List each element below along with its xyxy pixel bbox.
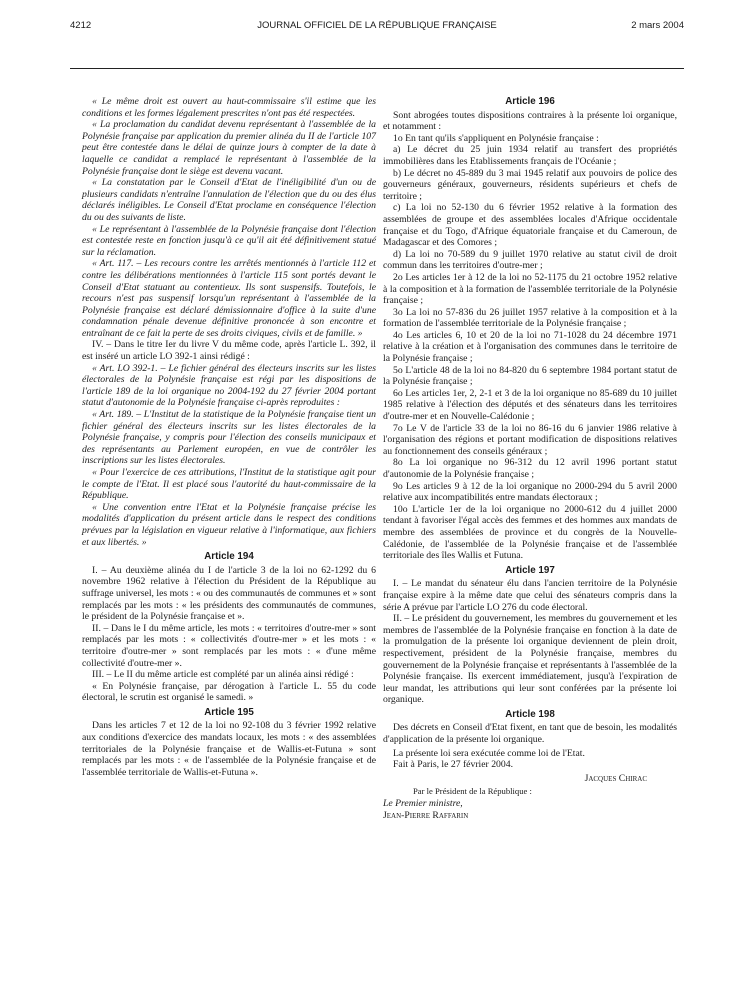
paragraph: « Pour l'exercice de ces attributions, l'Institut de la statistique agit pour le compte de l'Etat. Il est placé sous l'autorité du haut-commissaire de la République. — [82, 467, 376, 502]
article-heading: Article 198 — [505, 708, 555, 720]
right-column — [383, 96, 677, 821]
article-heading: Article 195 — [204, 706, 254, 718]
paragraph: 2o Les articles 1er à 12 de la loi no 52-1175 du 21 octobre 1952 relative à la composition et à la formation de l'assemblée territoriale de la Polynésie française ; — [383, 271, 677, 307]
paragraph: Des décrets en Conseil d'Etat fixent, en tant que de besoin, les modalités d'application de la présente loi organique. — [383, 722, 677, 746]
page-header — [70, 20, 684, 40]
paragraph: c) La loi no 52-130 du 6 février 1952 relative à la formation des assemblées de groupe et des assemblées locales d'Afrique occidentale française et du Togo, d'Afrique équatoriale française et du Cameroun, de Madagascar et des Comores ; — [383, 202, 677, 249]
paragraph: Dans les articles 7 et 12 de la loi no 92-108 du 3 février 1992 relative aux conditions d'exercice des mandats locaux, les mots : « des assemblées territoriales de la Polynésie française et de Wallis-et-Futuna » sont remplacés par les mots : « de l'assemblée de la Polynésie française et de l'assemblée territoriale de Wallis-et-Futuna ». — [82, 720, 376, 778]
signature-preamble: Par le Président de la République : — [413, 786, 532, 797]
paragraph: La présente loi sera exécutée comme loi de l'Etat. — [393, 747, 585, 759]
article-heading: Article 196 — [505, 96, 555, 107]
page-number: 4212 — [70, 20, 92, 31]
paragraph: « Art. 189. – L'Institut de la statistique de la Polynésie française tient un fichier général des électeurs inscrits sur les listes électorales de la Polynésie française, y compris pour l'élection des conseils municipaux et des représentants au Parlement européen, en vue de contrôler les inscriptions sur les listes électorales. — [82, 409, 376, 467]
paragraph: IV. – Dans le titre Ier du livre V du même code, après l'article L. 392, il est inséré un article LO 392-1 ainsi rédigé : — [82, 339, 376, 363]
paragraph: 4o Les articles 6, 10 et 20 de la loi no 71-1028 du 24 décembre 1971 relative à la création et à l'organisation des communes dans le territoire de la Polynésie française ; — [383, 329, 677, 365]
paragraph: 9o Les articles 9 à 12 de la loi organique no 2000-294 du 5 avril 2000 relative aux incompatibilités entre mandats électoraux ; — [383, 480, 677, 504]
paragraph: « Art. LO 392-1. – Le fichier général des électeurs inscrits sur les listes électorales de la Polynésie française est régi par les dispositions de l'article 189 de la loi organique no 2004-192 du 27 février 2004 portant statut d'autonomie de la Polynésie française ci-après reproduites : — [82, 362, 376, 409]
paragraph: 3o La loi no 57-836 du 26 juillet 1957 relative à la composition et à la formation de l'assemblée territoriale de la Polynésie française ; — [383, 306, 677, 330]
paragraph: Sont abrogées toutes dispositions contraires à la présente loi organique, et notamment : — [383, 109, 677, 133]
paragraph: d) La loi no 70-589 du 9 juillet 1970 relative au statut civil de droit commun dans les territoires d'outre-mer ; — [383, 248, 677, 272]
paragraph: « Une convention entre l'Etat et la Polynésie française précise les modalités d'application du présent article dans le respect des conditions prévues par la législation en vigueur relative à l'informatique, aux fichiers et aux libertés. » — [82, 501, 376, 548]
paragraph: I. – Le mandat du sénateur élu dans l'ancien territoire de la Polynésie française expire à la même date que celui des sénateurs compris dans la série A prévue par l'article LO 276 du code électoral. — [383, 578, 677, 613]
signature-role: Le Premier ministre, — [383, 798, 463, 810]
left-column — [82, 96, 376, 778]
paragraph: 1o En tant qu'ils s'appliquent en Polynésie française : — [393, 132, 599, 144]
header-rule — [70, 68, 684, 69]
paragraph: 7o Le V de l'article 33 de la loi no 86-16 du 6 janvier 1986 relative à l'organisation des régions et portant modification de dispositions relatives au fonctionnement des conseils généraux ; — [383, 422, 677, 457]
paragraph: 10o L'article 1er de la loi organique no 2000-612 du 4 juillet 2000 tendant à favoriser l'égal accès des femmes et des hommes aux mandats de membre des assemblées de province et du congrès de la Nouvelle-Calédonie, de l'assemblée de la Polynésie française et de l'assemblée territoriale des îles Wallis et Futuna. — [383, 503, 677, 562]
paragraph: b) Le décret no 45-889 du 3 mai 1945 relatif aux pouvoirs de police des gouverneurs généraux, gouverneurs, résidents supérieurs et chefs de territoire ; — [383, 167, 677, 202]
paragraph: « La proclamation du candidat devenu représentant à l'assemblée de la Polynésie française par application du premier alinéa du II de l'article 107 peut être contestée dans le délai de quinze jours à compter de la date à laquelle ce candidat a remplacé le représentant à l'assemblée de la Polynésie française dont le siège est devenu vacant. — [82, 119, 376, 177]
signature-prime-minister: Jean-Pierre Raffarin — [383, 809, 469, 821]
paragraph: 6o Les articles 1er, 2, 2-1 et 3 de la loi organique no 85-689 du 10 juillet 1985 relative à l'élection des députés et des sénateurs dans les territoires d'outre-mer et en Nouvelle-Calédonie ; — [383, 387, 677, 423]
paragraph: Fait à Paris, le 27 février 2004. — [393, 759, 513, 771]
issue-date: 2 mars 2004 — [631, 20, 684, 31]
paragraph: I. – Au deuxième alinéa du I de l'article 3 de la loi no 62-1292 du 6 novembre 1962 relative à l'élection du Président de la République au suffrage universel, les mots : « ou des communautés de communes et » sont remplacés par les mots : « les présidents des communautés de communes, le président de la Polynésie française et ». — [82, 564, 376, 623]
article-heading: Article 197 — [505, 564, 555, 576]
paragraph: « Art. 117. – Les recours contre les arrêtés mentionnés à l'article 112 et contre les délibérations mentionnées à l'article 115 sont portés devant le Conseil d'Etat statuant au contentieux. Ils sont suspensifs. Toutefois, le recours n'est pas suspensif lorsqu'un représentant à l'assemblée de la Polynésie française est déclaré démissionnaire d'office à la suite d'une condamnation pénale devenue définitive prononcée à son encontre et entraînant de ce fait la perte de ses droits civiques, civils et de famille. » — [82, 258, 376, 339]
paragraph: 5o L'article 48 de la loi no 84-820 du 6 septembre 1984 portant statut de la Polynésie française ; — [383, 364, 677, 388]
paragraph: II. – Dans le I du même article, les mots : « territoires d'outre-mer » sont remplacés par les mots : « collectivités d'outre-mer » et les mots : « territoire d'outre-mer » sont remplacés par les mots : « d'une même collectivité d'outre-mer ». — [82, 622, 376, 669]
article-heading: Article 194 — [204, 551, 254, 563]
paragraph: III. – Le II du même article est complété par un alinéa ainsi rédigé : — [92, 669, 354, 681]
paragraph: 8o La loi organique no 96-312 du 12 avril 1996 portant statut d'autonomie de la Polynésie française ; — [383, 457, 677, 480]
paragraph: « La constatation par le Conseil d'Etat de l'inéligibilité d'un ou de plusieurs candidats n'entraîne l'annulation de l'élection que du ou des élus déclarés inéligibles. Le Conseil d'Etat proclame en conséquence l'élection du ou des suivants de liste. — [82, 177, 376, 223]
paragraph: II. – Le président du gouvernement, les membres du gouvernement et les membres de l'assemblée de la Polynésie française en fonction à la date de la promulgation de la présente loi organique deviennent de plein droit, respectivement, président de la Polynésie française, membres du gouvernement de la Polynésie française et représentants à l'assemblée de la Polynésie française. Ils exercent immédiatement, jusqu'à l'expiration de leur mandat, les attributions qui leur sont conférées par la présente loi organique. — [383, 613, 677, 706]
paragraph: « Le même droit est ouvert au haut-commissaire s'il estime que les conditions et les formes légalement prescrites n'ont pas été respectées. — [82, 96, 376, 119]
paragraph: « Le représentant à l'assemblée de la Polynésie française dont l'élection est contestée reste en fonction jusqu'à ce qu'il ait été définitivement statué sur la réclamation. — [82, 223, 376, 258]
paragraph: a) Le décret du 25 juin 1934 relatif au transfert des propriétés immobilières dans les Etablissements français de l'Océanie ; — [383, 144, 677, 167]
paragraph: « En Polynésie française, par dérogation à l'article L. 55 du code électoral, le scrutin est organisé le samedi. » — [82, 680, 376, 704]
signature-president: Jacques Chirac — [584, 772, 647, 784]
journal-title: JOURNAL OFFICIEL DE LA RÉPUBLIQUE FRANÇAISE — [257, 20, 497, 31]
